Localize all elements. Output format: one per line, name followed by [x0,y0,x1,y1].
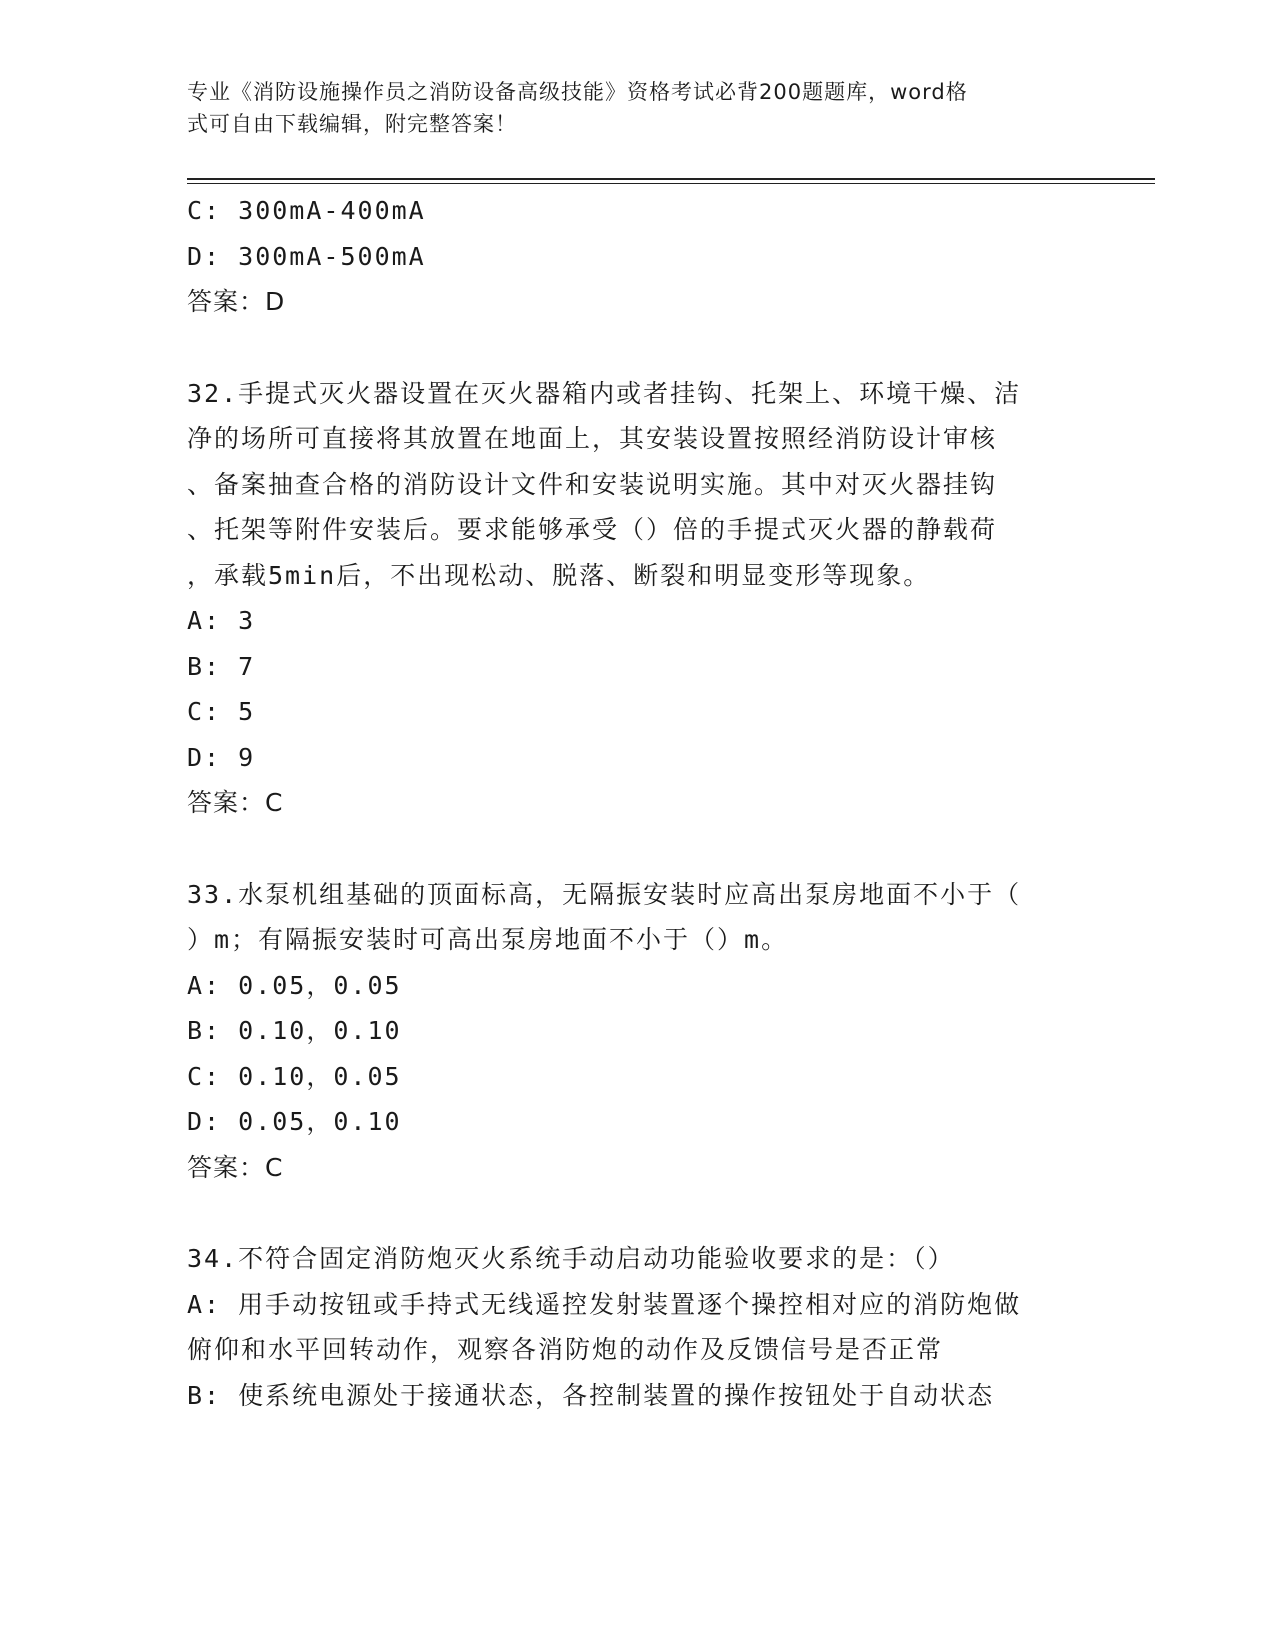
option-d: D: 0.05，0.10 [187,1107,402,1136]
question-33 [187,872,1087,1191]
document-body [187,188,1087,1418]
header-line-1: 专业《消防设施操作员之消防设备高级技能》资格考试必背200题题库，word格 [187,80,968,104]
option-b: B: 使系统电源处于接通状态，各控制装置的操作按钮处于自动状态 [187,1380,995,1410]
header-divider-thick [187,178,1155,180]
question-34 [187,1236,1087,1418]
option-b: B: 7 [187,651,256,681]
question-text-line: 34.不符合固定消防炮灭火系统手动启动功能验收要求的是：（） [187,1244,955,1273]
option-d: D: 300mA-500mA [187,241,426,271]
spacer [187,325,1087,371]
option-b: B: 0.10，0.10 [187,1016,402,1045]
spacer [187,1190,1087,1236]
question-text-line: 、托架等附件安装后。要求能够承受（）倍的手提式灭火器的静载荷 [187,515,998,544]
header-divider-thin [187,183,1155,184]
answer-label: 答案：C [187,1152,284,1182]
option-c: C: 5 [187,697,256,726]
question-text-line: ，承载5min后，不出现松动、脱落、断裂和明显变形等现象。 [187,560,931,590]
option-a-continued: 俯仰和水平回转动作，观察各消防炮的动作及反馈信号是否正常 [187,1335,944,1364]
question-text-line: 32.手提式灭火器设置在灭火器箱内或者挂钩、托架上、环境干燥、洁 [187,378,1022,408]
document-header [187,76,1067,140]
question-text-line: ）m；有隔振安装时可高出泵房地面不小于（）m。 [187,925,789,954]
question-32 [187,371,1087,826]
question-text-line: 、备案抽查合格的消防设计文件和安装说明实施。其中对灭火器挂钩 [187,469,998,499]
question-text-line: 净的场所可直接将其放置在地面上，其安装设置按照经消防设计审核 [187,424,998,453]
spacer [187,826,1087,872]
option-d: D: 9 [187,742,256,772]
question-31-tail [187,188,1087,325]
option-c: C: 300mA-400mA [187,196,426,225]
option-c: C: 0.10，0.05 [187,1061,402,1091]
answer-label: 答案：C [187,788,284,817]
option-a: A: 3 [187,606,256,635]
header-line-2: 式可自由下载编辑，附完整答案！ [187,112,517,136]
question-text-line: 33.水泵机组基础的顶面标高，无隔振安装时应高出泵房地面不小于（ [187,879,1022,909]
option-a: A: 用手动按钮或手持式无线遥控发射装置逐个操控相对应的消防炮做 [187,1289,1022,1319]
option-a: A: 0.05，0.05 [187,970,402,1000]
answer-label: 答案：D [187,287,286,316]
